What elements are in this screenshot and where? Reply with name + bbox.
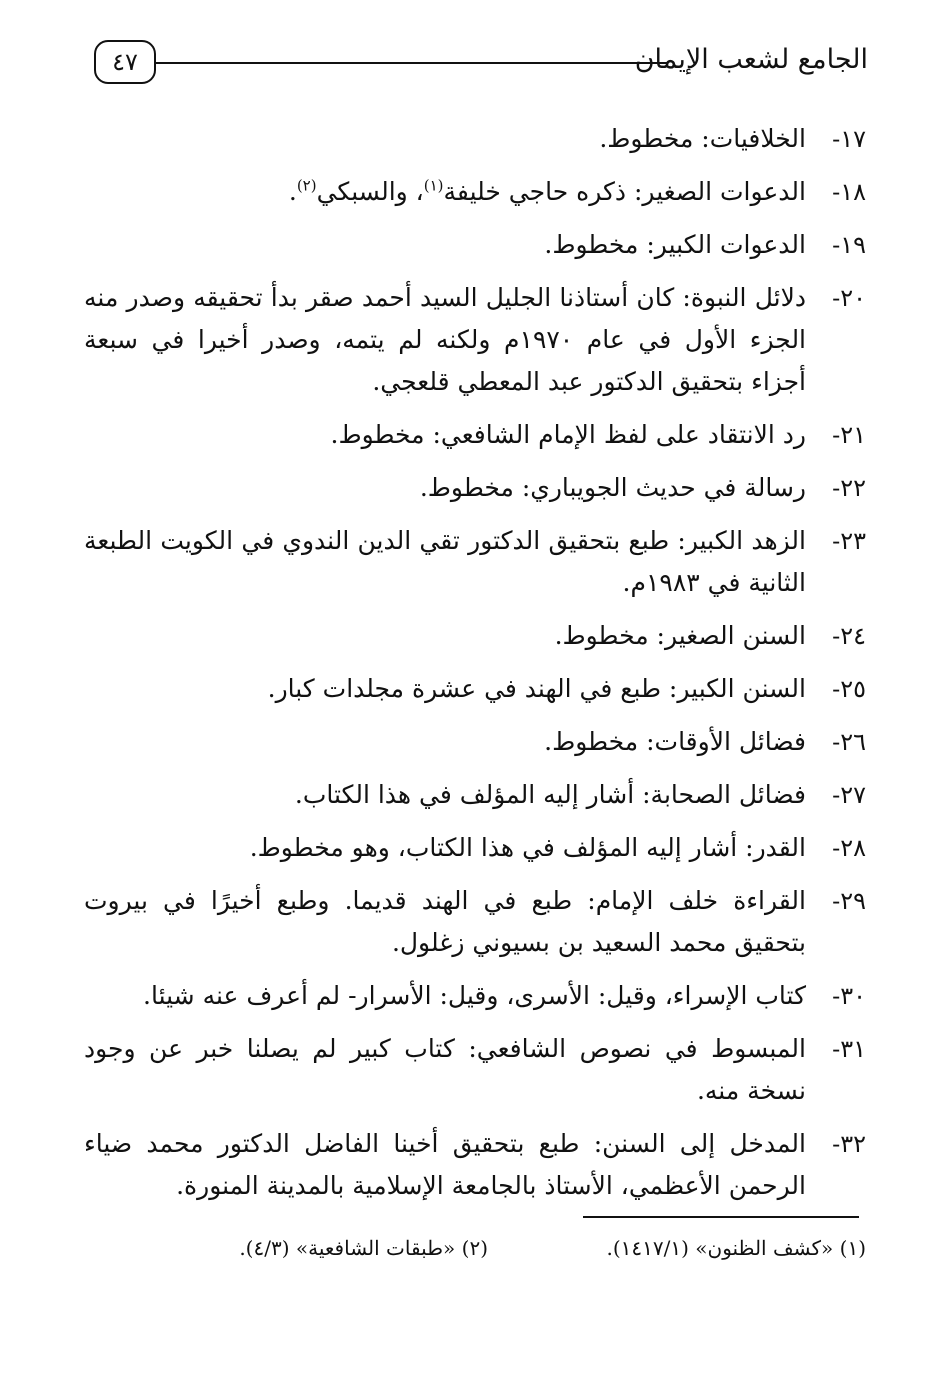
entry-text: القدر: أشار إليه المؤلف في هذا الكتاب، وهو مخطوط. xyxy=(249,833,806,862)
entry-text: رد الانتقاد على لفظ الإمام الشافعي: مخطوط. xyxy=(330,420,806,449)
entry-number: ١٩- xyxy=(832,231,866,259)
entry-number: ٢٥- xyxy=(832,675,866,703)
entry-number: ١٨- xyxy=(832,178,866,206)
footnote-ref-1[interactable]: (١) xyxy=(423,176,444,195)
header-rule xyxy=(156,62,668,64)
entry-text: دلائل النبوة: كان أستاذنا الجليل السيد أحمد صقر بدأ تحقيقه وصدر منه الجزء الأول في عام ١٩٧٠م ولكنه لم يتمه، وصدر أخيرا في سبعة أجزاء بتحقيق الدكتور عبد المعطي قلعجي. xyxy=(84,283,807,396)
entry-number: ٢٢- xyxy=(832,474,866,502)
list-item xyxy=(84,615,866,657)
list-item xyxy=(84,721,866,763)
entries-list xyxy=(84,118,866,1218)
entry-number: ٢٠- xyxy=(832,284,866,312)
footnote-1: (١) «كشف الظنون» (١٤١٧/١). xyxy=(606,1236,866,1260)
entry-text: رسالة في حديث الجويباري: مخطوط. xyxy=(419,473,806,502)
entry-number: ٢٩- xyxy=(832,887,866,915)
entry-number: ١٧- xyxy=(832,125,866,153)
entry-number: ٣٠- xyxy=(832,982,866,1010)
entry-text: كتاب الإسراء، وقيل: الأسرى، وقيل: الأسرار- لم أعرف عنه شيئا. xyxy=(143,981,806,1010)
list-item xyxy=(84,668,866,710)
list-item xyxy=(84,827,866,869)
list-item xyxy=(84,1028,866,1112)
entry-text: السنن الكبير: طبع في الهند في عشرة مجلدات كبار. xyxy=(267,674,806,703)
list-item xyxy=(84,1123,866,1207)
entry-number: ٢٣- xyxy=(832,527,866,555)
entry-text: المبسوط في نصوص الشافعي: كتاب كبير لم يصلنا خبر عن وجود نسخة منه. xyxy=(84,1034,806,1105)
list-item xyxy=(84,975,866,1017)
list-item xyxy=(84,171,866,213)
list-item xyxy=(84,118,866,160)
list-item xyxy=(84,520,866,604)
list-item xyxy=(84,277,866,403)
entry-text: الزهد الكبير: طبع بتحقيق الدكتور تقي الدين الندوي في الكويت الطبعة الثانية في ١٩٨٣م. xyxy=(84,526,806,597)
page-header xyxy=(88,36,868,96)
entry-text: السنن الصغير: مخطوط. xyxy=(554,621,806,650)
footnote-ref-2[interactable]: (٢) xyxy=(296,176,317,195)
entry-text: الدعوات الكبير: مخطوط. xyxy=(544,230,806,259)
entry-text-part: الدعوات الصغير: ذكره حاجي خليفة xyxy=(443,177,806,206)
entry-number: ٢٨- xyxy=(832,834,866,862)
entry-text xyxy=(84,171,806,213)
entry-text: فضائل الأوقات: مخطوط. xyxy=(544,727,806,756)
entry-text: المدخل إلى السنن: طبع بتحقيق أخينا الفاضل الدكتور محمد ضياء الرحمن الأعظمي، الأستاذ بالجامعة الإسلامية بالمدينة المنورة. xyxy=(84,1129,806,1200)
running-head: الجامع لشعب الإيمان xyxy=(634,44,868,75)
list-item xyxy=(84,224,866,266)
entry-number: ٣٢- xyxy=(832,1130,866,1158)
footnote-2: (٢) «طبقات الشافعية» (٤/٣). xyxy=(239,1236,488,1260)
entry-text-part: . xyxy=(288,177,297,206)
entry-text: الخلافيات: مخطوط. xyxy=(599,124,806,153)
page-number: ٤٧ xyxy=(94,40,156,84)
footnotes xyxy=(110,1236,866,1260)
list-item xyxy=(84,467,866,509)
entry-text: فضائل الصحابة: أشار إليه المؤلف في هذا الكتاب. xyxy=(294,780,806,809)
list-item xyxy=(84,774,866,816)
list-item xyxy=(84,880,866,964)
entry-text-part: ، والسبكي xyxy=(316,177,424,206)
entry-number: ٢٧- xyxy=(832,781,866,809)
footnote-rule xyxy=(583,1216,859,1218)
list-item xyxy=(84,414,866,456)
entry-number: ٣١- xyxy=(832,1035,866,1063)
entry-number: ٢١- xyxy=(832,421,866,449)
entry-number: ٢٤- xyxy=(832,622,866,650)
entry-number: ٢٦- xyxy=(832,728,866,756)
entry-text: القراءة خلف الإمام: طبع في الهند قديما. وطبع أخيرًا في بيروت بتحقيق محمد السعيد بن بسيوني زغلول. xyxy=(84,886,806,957)
